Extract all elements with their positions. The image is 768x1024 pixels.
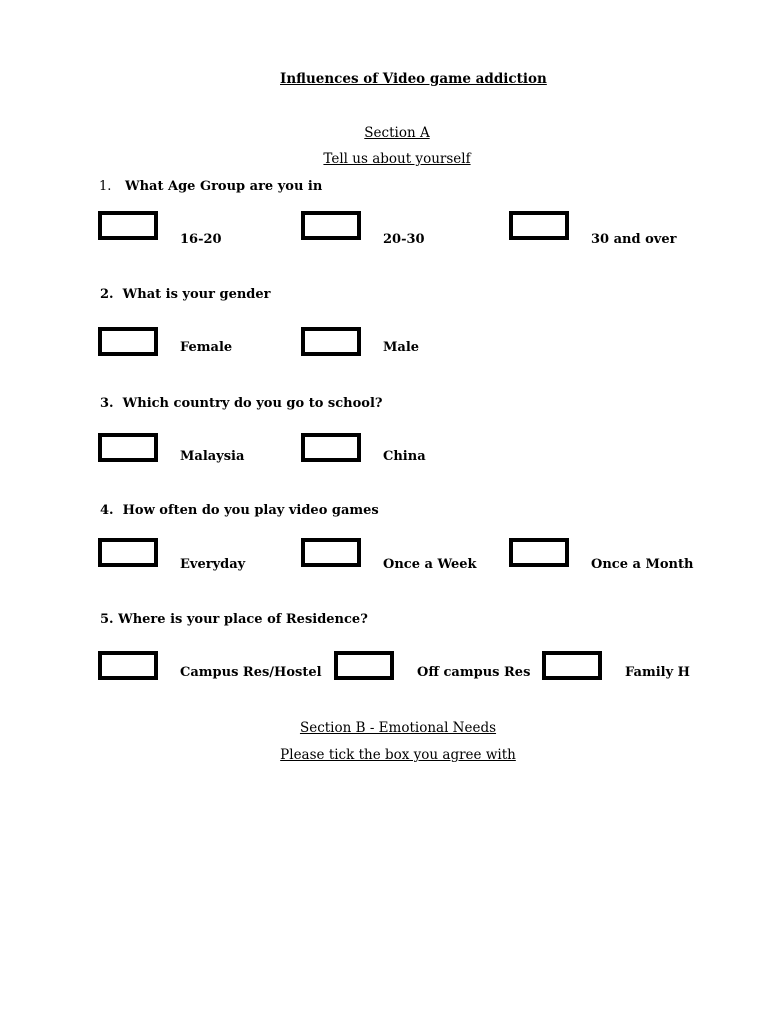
question-1-number: 1. xyxy=(99,179,112,194)
checkbox-age-30-and-over[interactable] xyxy=(509,211,569,240)
question-2-text: What is your gender xyxy=(122,287,271,302)
section-b-heading: Section B - Emotional Needs xyxy=(299,720,497,736)
option-label-once-a-month: Once a Month xyxy=(591,557,694,572)
question-5-text: Where is your place of Residence? xyxy=(118,612,368,627)
option-label-16-20: 16-20 xyxy=(180,232,222,247)
option-label-family: Family H xyxy=(625,665,690,680)
section-b-instruction: Please tick the box you agree with xyxy=(280,747,516,763)
checkbox-frequency-once-a-week[interactable] xyxy=(301,538,361,567)
option-label-campus-res: Campus Res/Hostel xyxy=(180,665,322,680)
question-1 xyxy=(99,179,322,194)
question-4-number: 4. xyxy=(100,503,114,518)
checkbox-age-16-20[interactable] xyxy=(98,211,158,240)
checkbox-residence-family[interactable] xyxy=(542,651,602,680)
question-2 xyxy=(100,287,271,302)
checkbox-gender-male[interactable] xyxy=(301,327,361,356)
checkbox-residence-campus[interactable] xyxy=(98,651,158,680)
option-label-20-30: 20-30 xyxy=(383,232,425,247)
option-label-everyday: Everyday xyxy=(180,557,246,572)
question-2-number: 2. xyxy=(100,287,114,302)
option-label-female: Female xyxy=(180,340,233,355)
question-3-text: Which country do you go to school? xyxy=(122,396,383,411)
question-4 xyxy=(100,503,379,518)
checkbox-residence-off-campus[interactable] xyxy=(334,651,394,680)
section-a-heading: Section A xyxy=(364,125,430,141)
checkbox-frequency-once-a-month[interactable] xyxy=(509,538,569,567)
option-label-30-and-over: 30 and over xyxy=(591,232,677,247)
document-title: Influences of Video game addiction xyxy=(280,71,547,87)
option-label-china: China xyxy=(383,449,426,464)
question-5 xyxy=(100,612,368,627)
checkbox-age-20-30[interactable] xyxy=(301,211,361,240)
checkbox-country-china[interactable] xyxy=(301,433,361,462)
checkbox-country-malaysia[interactable] xyxy=(98,433,158,462)
option-label-once-a-week: Once a Week xyxy=(383,557,477,572)
question-4-text: How often do you play video games xyxy=(122,503,379,518)
question-5-number: 5. xyxy=(100,612,114,627)
option-label-malaysia: Malaysia xyxy=(180,449,245,464)
checkbox-gender-female[interactable] xyxy=(98,327,158,356)
section-a-subheading: Tell us about yourself xyxy=(323,151,471,167)
option-label-male: Male xyxy=(383,340,420,355)
question-3 xyxy=(100,396,383,411)
option-label-off-campus: Off campus Res xyxy=(417,665,531,680)
checkbox-frequency-everyday[interactable] xyxy=(98,538,158,567)
question-3-number: 3. xyxy=(100,396,114,411)
question-1-text: What Age Group are you in xyxy=(124,179,323,194)
